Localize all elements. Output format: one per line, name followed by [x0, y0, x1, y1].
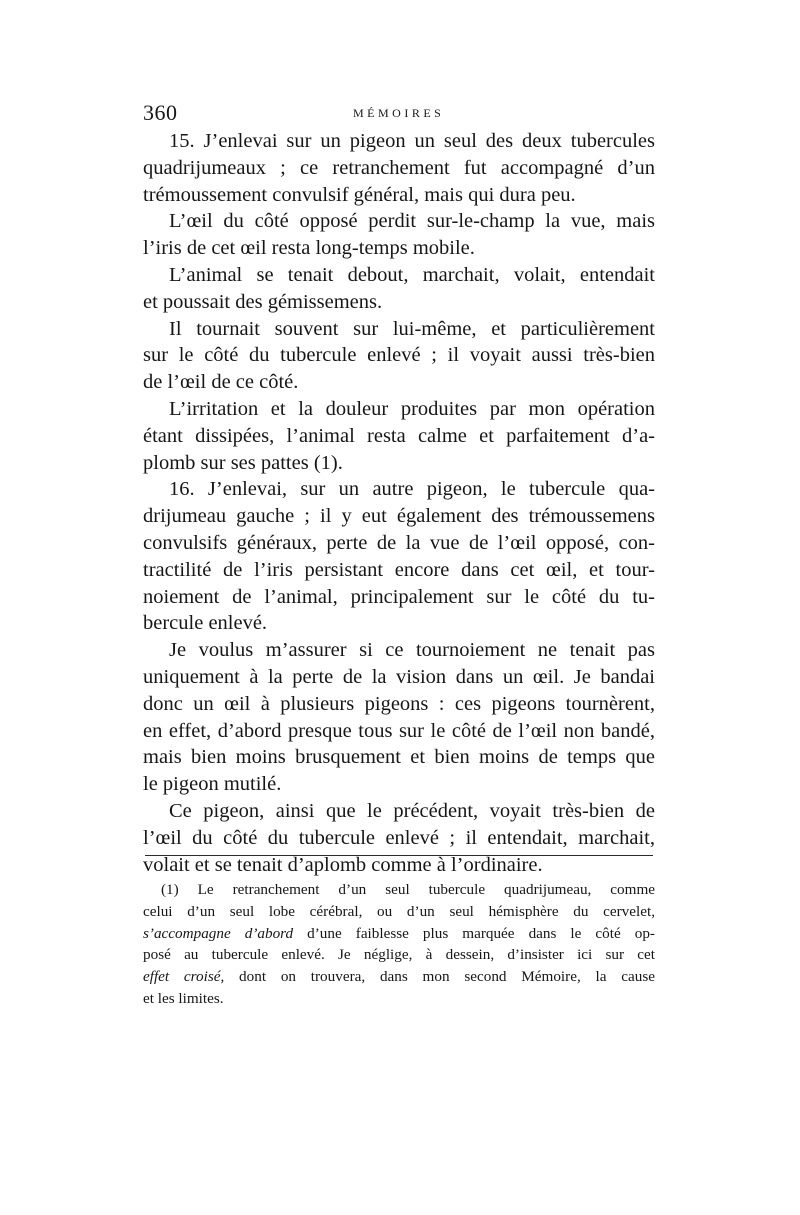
text-line: donc un œil à plusieurs pigeons : ces pigeons tournèrent,: [143, 692, 655, 715]
text-line: en effet, d’abord presque tous sur le côté de l’œil non bandé,: [143, 719, 655, 742]
text-line: noiement de l’animal, principalement sur le côté du tu-: [143, 585, 655, 608]
text-line: uniquement à la perte de la vision dans un œil. Je bandai: [143, 665, 655, 688]
text-line: mais bien moins brusquement et bien moins de temps que: [143, 746, 655, 769]
page-header: [143, 100, 655, 126]
footnote-line: [143, 966, 655, 988]
text-line: Il tournait souvent sur lui-même, et particulièrement: [169, 317, 655, 340]
text-line: et poussait des gémissemens.: [143, 290, 383, 313]
text-line: de l’œil de ce côté.: [143, 371, 299, 394]
footnote-line: [143, 923, 655, 945]
text-line: quadrijumeaux ; ce retranchement fut accompagné d’un: [143, 156, 655, 179]
text-line: L’œil du côté opposé perdit sur-le-champ la vue, mais: [169, 210, 655, 233]
footnote-italic: effet croisé: [143, 968, 221, 986]
text-line: 16. J’enlevai, sur un autre pigeon, le tubercule qua-: [169, 478, 655, 501]
text-line: L’irritation et la douleur produites par mon opération: [169, 397, 655, 420]
footnote: [143, 879, 655, 1010]
text-line: plomb sur ses pattes (1).: [143, 451, 343, 474]
text-line: Je voulus m’assurer si ce tournoiement ne tenait pas: [169, 639, 655, 662]
text-line: étant dissipées, l’animal resta calme et parfaitement d’a-: [143, 424, 655, 447]
footnote-italic: s’accompagne d’abord: [143, 924, 294, 942]
footnote-text: , dont on trouvera, dans mon second Mémoire, la cause: [220, 968, 655, 986]
text-line: Ce pigeon, ainsi que le précédent, voyait très-bien de: [169, 799, 655, 822]
running-head: MÉMOIRES: [353, 106, 445, 120]
text-line: tractilité de l’iris persistant encore dans cet œil, et tour-: [143, 558, 655, 581]
text-line: volait et se tenait d’aplomb comme à l’ordinaire.: [143, 853, 543, 876]
text-line: l’œil du côté du tubercule enlevé ; il entendait, marchait,: [143, 826, 655, 849]
footnote-divider: [145, 855, 653, 856]
body-text: [143, 128, 655, 878]
text-line: convulsifs généraux, perte de la vue de l’œil opposé, con-: [143, 531, 655, 554]
text-line: le pigeon mutilé.: [143, 773, 282, 796]
text-line: sur le côté du tubercule enlevé ; il voyait aussi très-bien: [143, 344, 655, 367]
text-line: drijumeau gauche ; il y eut également des trémoussemens: [143, 505, 655, 528]
text-line: trémoussement convulsif général, mais qui dura peu.: [143, 183, 576, 206]
footnote-line: posé au tubercule enlevé. Je néglige, à dessein, d’insister ici sur cet: [143, 946, 655, 964]
footnote-text: d’une faiblesse plus marquée dans le côté op-: [293, 924, 655, 942]
text-line: L’animal se tenait debout, marchait, volait, entendait: [169, 263, 655, 286]
footnote-line: (1) Le retranchement d’un seul tubercule quadrijumeau, comme: [161, 881, 655, 898]
text-line: 15. J’enlevai sur un pigeon un seul des deux tubercules: [169, 130, 655, 152]
footnote-line: et les limites.: [143, 989, 224, 1007]
footnote-line: celui d’un seul lobe cérébral, ou d’un seul hémisphère du cervelet,: [143, 902, 655, 920]
page-number: 360: [143, 100, 178, 125]
text-line: l’iris de cet œil resta long-temps mobile.: [143, 237, 475, 260]
text-line: bercule enlevé.: [143, 612, 268, 635]
